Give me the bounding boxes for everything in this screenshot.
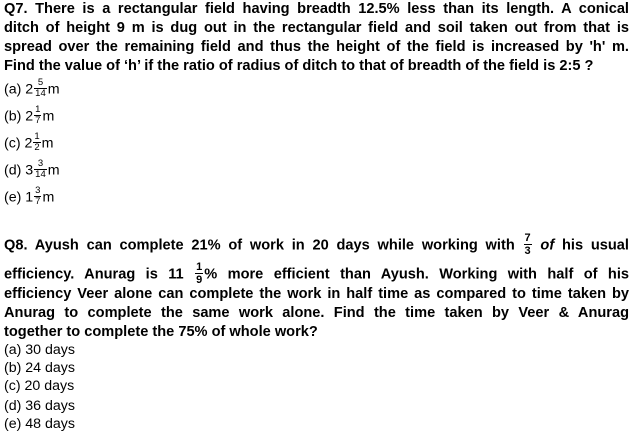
- option-text: (c) 2: [4, 135, 33, 152]
- q8-option-b[interactable]: (b) 24 days: [4, 360, 75, 376]
- q7-line-4: Find the value of ‘h’ if the ratio of radius of ditch to that of breadth of the field is 2:5 ?: [4, 58, 594, 74]
- q8-line-2: [4, 262, 629, 287]
- option-text: (e) 1: [4, 189, 34, 206]
- q8-line-1-end: his usual: [561, 237, 629, 254]
- fraction: $\frac{1}{9}$: [196, 261, 203, 286]
- q7-option-b[interactable]: [4, 106, 54, 127]
- q7-line-2: ditch of height 9 m is dug out in the rectangular field and soil taken out from that is: [4, 20, 629, 36]
- q8-option-a[interactable]: (a) 30 days: [4, 342, 75, 358]
- option-unit: m: [42, 108, 55, 125]
- q8-line-4: Anurag to complete the same work alone. Find the time taken by Veer & Anurag: [4, 305, 629, 321]
- option-unit: m: [47, 81, 60, 98]
- fraction: $\frac{5}{14}$: [35, 77, 46, 99]
- q8-option-c[interactable]: (c) 20 days: [4, 378, 75, 394]
- option-text: (b) 2: [4, 108, 34, 125]
- q8-line-1-text: Q8. Ayush can complete 21% of work in 20 days while working with: [4, 237, 515, 254]
- fraction: $\frac{1}{2}$: [34, 131, 40, 153]
- q8-line-5: together to complete the 75% of whole work?: [4, 324, 318, 340]
- option-text: (d) 3: [4, 162, 34, 179]
- option-unit: m: [41, 135, 54, 152]
- fraction: $\frac{3}{7}$: [35, 185, 41, 207]
- fraction: $\frac{7}{3}$: [524, 232, 531, 257]
- fraction: $\frac{1}{7}$: [35, 104, 41, 126]
- option-unit: m: [47, 162, 60, 179]
- q8-option-d[interactable]: (d) 36 days: [4, 398, 75, 414]
- q7-line-3: spread over the remaining field and thus the height of the field is increased by 'h' m.: [4, 39, 629, 55]
- q7-option-a[interactable]: [4, 79, 60, 100]
- option-unit: m: [42, 189, 55, 206]
- q8-line-1: [4, 233, 629, 258]
- of-text: of: [540, 237, 555, 254]
- fraction: $\frac{3}{14}$: [35, 158, 46, 180]
- option-text: (a) 2: [4, 81, 34, 98]
- q8-option-e[interactable]: (e) 48 days: [4, 416, 75, 432]
- q7-line-1: Q7. There is a rectangular field having breadth 12.5% less than its length. A conical: [4, 1, 629, 17]
- q8-line-2-text: efficiency. Anurag is 11: [4, 266, 184, 283]
- q8-line-2-end: % more efficient than Ayush. Working with half of his: [204, 266, 629, 283]
- q7-option-d[interactable]: [4, 160, 60, 181]
- q8-line-3: efficiency Veer alone can complete the work in half time as compared to time taken by: [4, 286, 629, 302]
- q7-option-e[interactable]: [4, 187, 54, 208]
- q7-option-c[interactable]: [4, 133, 54, 154]
